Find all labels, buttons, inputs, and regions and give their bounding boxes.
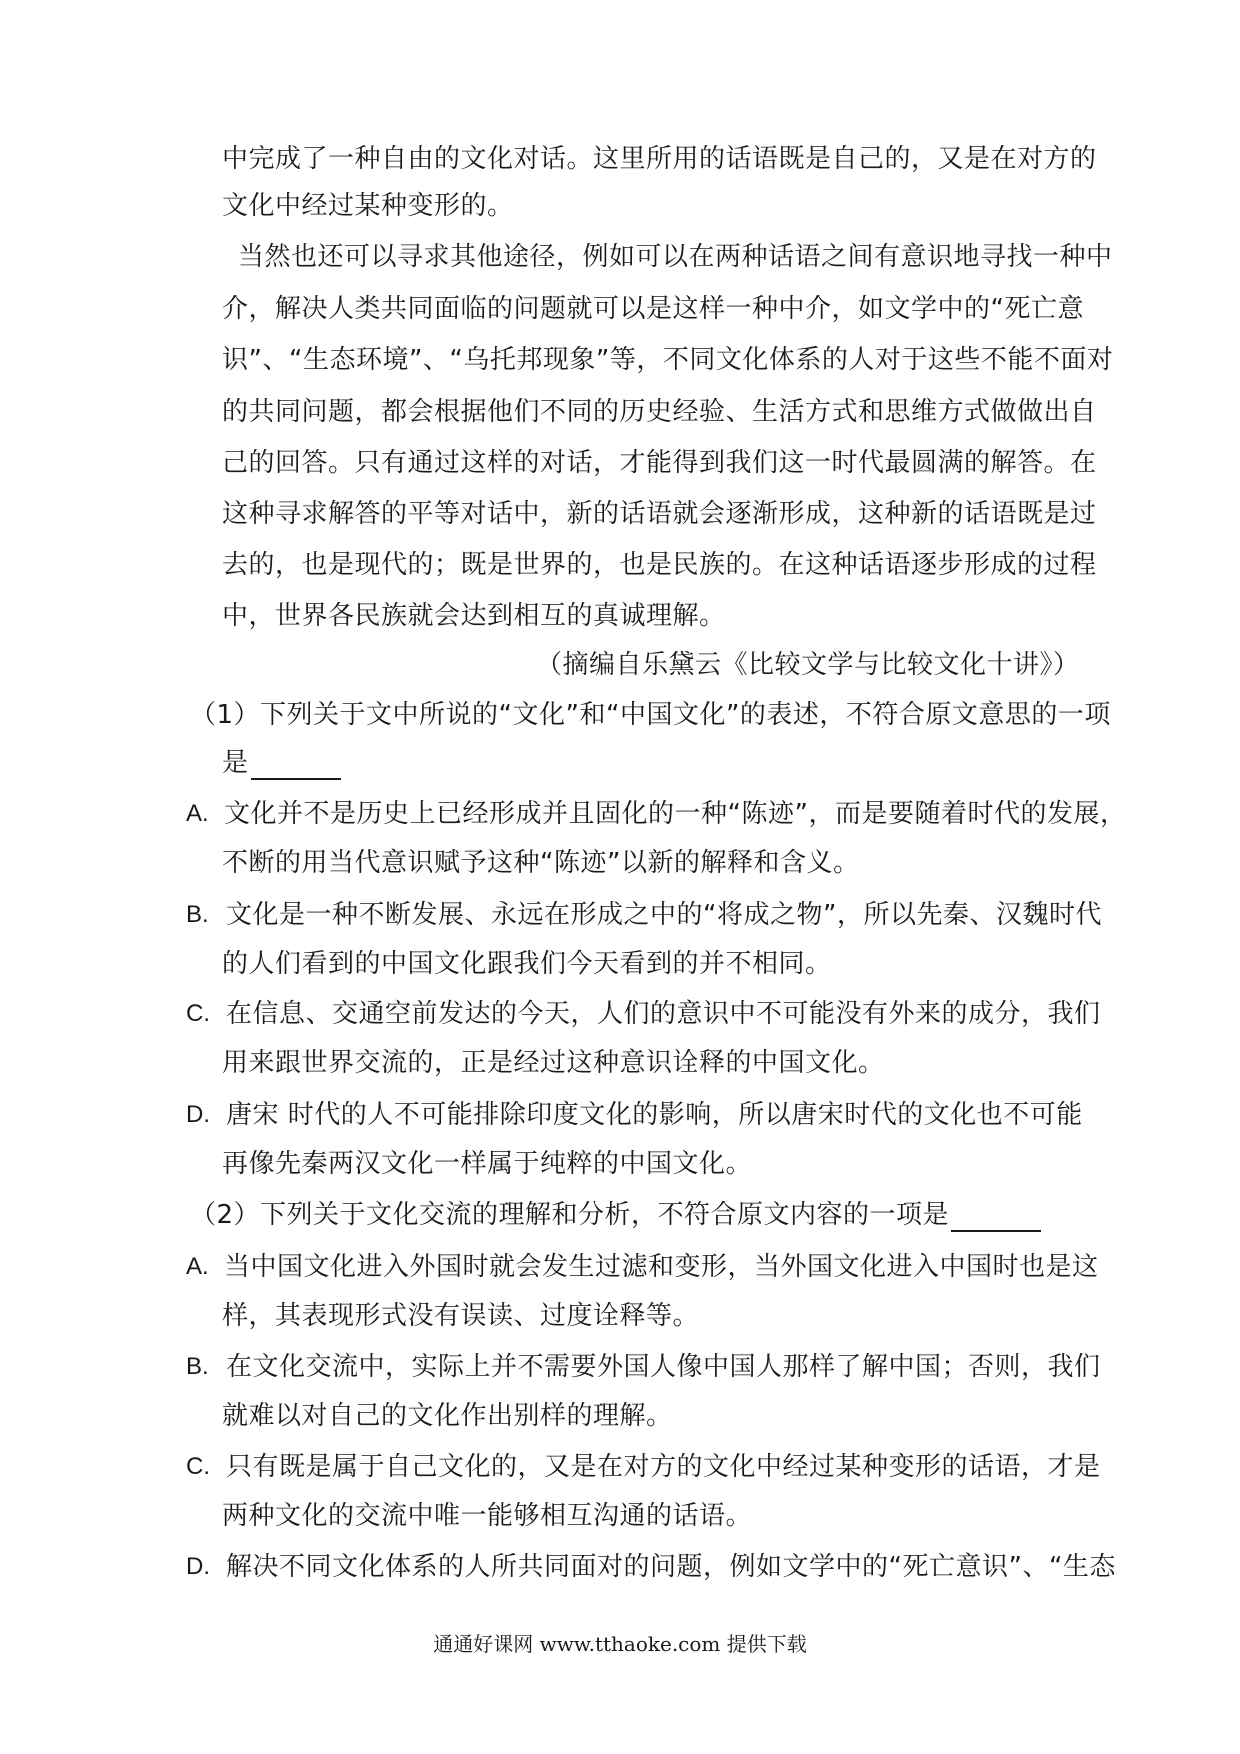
option-text: 文化并不是历史上已经形成并且固化的一种“陈迹”，而是要随着时代的发展， <box>224 799 1127 829</box>
answer-blank <box>951 1204 1041 1232</box>
source-citation: （摘编自乐黛云《比较文学与比较文化十讲》） <box>536 650 1080 680</box>
option-text: 样，其表现形式没有误读、过度诠释等。 <box>222 1301 700 1331</box>
passage-line: 的共同问题，都会根据他们不同的历史经验、生活方式和思维方式做做出自 <box>222 397 1097 427</box>
passage-line: 识”、“生态环境”、“乌托邦现象”等，不同文化体系的人对于这些不能不面对 <box>222 345 1114 375</box>
option-letter: A. <box>186 1253 209 1280</box>
option-letter: A. <box>186 800 209 827</box>
passage-line: 当然也还可以寻求其他途径，例如可以在两种话语之间有意识地寻找一种中 <box>238 242 1113 272</box>
question2-stem-text: （2）下列关于文化交流的理解和分析，不符合原文内容的一项是 <box>190 1200 950 1230</box>
option-text: 不断的用当代意识赋予这种“陈迹”以新的解释和含义。 <box>222 848 860 878</box>
option-text: 解决不同文化体系的人所共同面对的问题，例如文学中的“死亡意识”、“生态 <box>226 1552 1116 1582</box>
passage-line: 己的回答。只有通过这样的对话，才能得到我们这一时代最圆满的解答。在 <box>222 448 1097 478</box>
option-text: 在信息、交通空前发达的今天，人们的意识中不可能没有外来的成分，我们 <box>226 999 1101 1029</box>
option-letter: B. <box>186 1353 209 1380</box>
passage-line: 这种寻求解答的平等对话中，新的话语就会逐渐形成，这种新的话语既是过 <box>222 499 1097 529</box>
option-letter: D. <box>186 1101 210 1128</box>
option-text: 两种文化的交流中唯一能够相互沟通的话语。 <box>222 1501 753 1531</box>
page-footer: 通通好课网 www.tthaoke.com 提供下载 <box>433 1632 807 1656</box>
passage-line: 中，世界各民族就会达到相互的真诚理解。 <box>222 601 726 631</box>
option-text: 只有既是属于自己文化的，又是在对方的文化中经过某种变形的话语，才是 <box>226 1452 1101 1482</box>
question1-stem: （1）下列关于文中所说的“文化”和“中国文化”的表述，不符合原文意思的一项 <box>190 700 1111 730</box>
passage-line: 去的，也是现代的；既是世界的，也是民族的。在这种话语逐步形成的过程 <box>222 550 1097 580</box>
option-text: 文化是一种不断发展、永远在形成之中的“将成之物”，所以先秦、汉魏时代 <box>226 900 1102 930</box>
question1-stem-word: 是 <box>222 748 249 778</box>
option-text: 的人们看到的中国文化跟我们今天看到的并不相同。 <box>222 949 832 979</box>
passage-line: 介，解决人类共同面临的问题就可以是这样一种中介，如文学中的“死亡意 <box>222 294 1084 324</box>
option-text: 唐宋 时代的人不可能排除印度文化的影响，所以唐宋时代的文化也不可能 <box>226 1100 1083 1130</box>
passage-line: 中完成了一种自由的文化对话。这里所用的话语既是自己的，又是在对方的 <box>222 144 1097 174</box>
passage-line: 文化中经过某种变形的。 <box>222 191 514 221</box>
option-letter: B. <box>186 901 209 928</box>
option-letter: C. <box>186 1453 210 1480</box>
option-text: 在文化交流中，实际上并不需要外国人像中国人那样了解中国；否则，我们 <box>226 1352 1101 1382</box>
option-text: 就难以对自己的文化作出别样的理解。 <box>222 1401 673 1431</box>
option-text: 用来跟世界交流的，正是经过这种意识诠释的中国文化。 <box>222 1048 885 1078</box>
option-text: 当中国文化进入外国时就会发生过滤和变形，当外国文化进入中国时也是这 <box>224 1252 1099 1282</box>
option-text: 再像先秦两汉文化一样属于纯粹的中国文化。 <box>222 1149 753 1179</box>
option-letter: D. <box>186 1553 210 1580</box>
answer-blank <box>251 752 341 780</box>
option-letter: C. <box>186 1000 210 1027</box>
question1-stem-tail <box>222 746 341 780</box>
question2-stem <box>190 1198 1041 1232</box>
